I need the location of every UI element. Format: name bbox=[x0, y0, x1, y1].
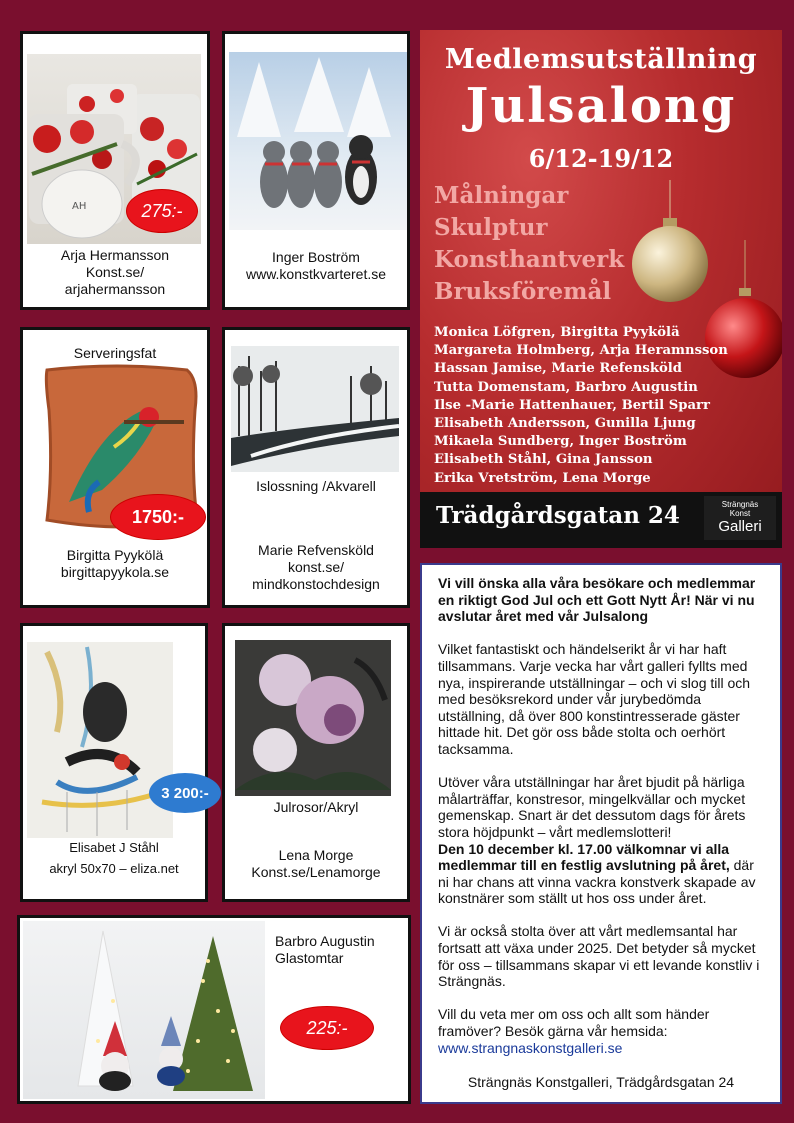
artist-name: Marie Refvensköld bbox=[258, 542, 374, 558]
glass-gnomes-image bbox=[23, 921, 265, 1099]
artist-list-row: Erika Vretström, Lena Morge bbox=[434, 470, 651, 486]
price-badge: 275:- bbox=[126, 189, 198, 233]
lottery-announcement: Den 10 december kl. 17.00 välkomnar vi alla medlemmar till en festlig avslutning på året, bbox=[438, 840, 730, 874]
artist-name: Elisabet J Ståhl bbox=[69, 840, 159, 855]
artist-list-row: Monica Löfgren, Birgitta Pyykölä bbox=[434, 325, 680, 340]
card-birgitta bbox=[20, 327, 210, 608]
artist-caption bbox=[23, 547, 207, 581]
artist-list-row: Margareta Holmberg, Arja Heramnsson bbox=[434, 343, 728, 359]
card-inger bbox=[222, 31, 410, 310]
artist-link: www.konstkvarteret.se bbox=[245, 266, 387, 282]
artist-link: birgittapyykola.se bbox=[60, 564, 170, 580]
gallery-address: Trädgårdsgatan 24 bbox=[436, 502, 680, 529]
category-item: Målningar bbox=[434, 182, 569, 209]
winter-river-painting bbox=[231, 346, 399, 472]
artist-name: Birgitta Pyykölä bbox=[66, 547, 164, 563]
artist-caption bbox=[225, 249, 407, 283]
category-item: Skulptur bbox=[434, 214, 548, 241]
logo-line-2: Konst bbox=[729, 509, 751, 518]
greeting-lead: Vi vill önska alla våra besökare och medlemmar en riktigt God Jul och ett Gott Nytt År! När vi nu avslutar året med vår Julsalong bbox=[438, 575, 756, 625]
price-badge: 3 200:- bbox=[149, 773, 221, 813]
abstract-painting bbox=[27, 642, 173, 838]
paragraph-events: Utöver våra utställningar har året bjudit på härliga målarträffar, konstresor, mingelkvällar och mycket gemenskap. Snart är det dessutom dags för årets stora höjdpunkt – vårt medlemslotteri! bbox=[438, 774, 746, 840]
artist-caption bbox=[225, 847, 407, 881]
card-marie bbox=[222, 327, 410, 608]
category-item: Konsthantverk bbox=[434, 246, 625, 273]
price-badge: 1750:- bbox=[110, 494, 206, 540]
website-prompt: Vill du veta mer om oss och allt som händer framöver? Besök gärna vår hemsida: bbox=[438, 1006, 710, 1040]
artist-link: Konst.se/Lenamorge bbox=[251, 864, 381, 880]
artwork-details: akryl 50x70 – eliza.net bbox=[49, 861, 179, 876]
artist-name: Arja Hermansson bbox=[60, 247, 170, 263]
card-arja bbox=[20, 31, 210, 310]
card-barbro bbox=[17, 915, 411, 1104]
website-link[interactable]: www.strangnaskonstgalleri.se bbox=[438, 1039, 623, 1056]
price-badge: 225:- bbox=[280, 1006, 374, 1050]
artist-link-2: arjahermansson bbox=[64, 281, 166, 297]
artist-caption bbox=[23, 247, 207, 298]
card-lena bbox=[222, 623, 410, 902]
artist-caption bbox=[23, 839, 205, 877]
poster-subtitle: Medlemsutställning bbox=[444, 44, 758, 75]
artist-list-row: Elisabeth Andersson, Gunilla Ljung bbox=[434, 416, 696, 432]
gallery-logo bbox=[704, 496, 776, 540]
lottery-details: där ni har chans att vinna vackra konstverk skapade av konstnärer som ställt ut hos oss under året. bbox=[438, 857, 756, 907]
item-type: Serveringsfat bbox=[73, 345, 157, 361]
artwork-title: Islossning /Akvarell bbox=[256, 478, 376, 494]
poster-title: Julsalong bbox=[465, 78, 737, 134]
artist-name: Barbro Augustin bbox=[275, 933, 375, 949]
artist-list bbox=[434, 324, 728, 488]
artwork-title: Glastomtar bbox=[275, 950, 344, 966]
card-elisabet bbox=[20, 623, 208, 902]
christmas-roses-painting bbox=[235, 640, 391, 796]
artist-name: Lena Morge bbox=[278, 847, 354, 863]
poster-dates: 6/12-19/12 bbox=[528, 144, 674, 173]
logo-line-3: Galleri bbox=[718, 518, 762, 535]
paragraph-year: Vilket fantastiskt och händelserikt år vi har haft tillsammans. Varje vecka har vårt galleri fyllts med nya, inspirerande utställningar – och vi slog till och med besöksrekord under vår jurybedömda utställning, då över 800 konstintresserade gäster hittade hit. Det gör oss både stolta och oerhört tacksamma. bbox=[438, 641, 751, 757]
artist-link-1: konst.se/ bbox=[287, 559, 345, 575]
artist-name: Inger Boström bbox=[272, 249, 360, 265]
artist-list-row: Elisabeth Ståhl, Gina Jansson bbox=[434, 452, 653, 468]
logo-line-1: Strängnäs bbox=[721, 500, 759, 509]
artist-caption bbox=[275, 933, 375, 967]
paragraph-website bbox=[438, 1006, 764, 1056]
footer-address: Strängnäs Konstgalleri, Trädgårdsgatan 24 bbox=[467, 1074, 735, 1091]
artist-link-1: Konst.se/ bbox=[85, 264, 145, 280]
artist-list-row: Ilse -Marie Hattenhauer, Bertil Sparr bbox=[434, 397, 710, 413]
dogs-painting bbox=[229, 52, 407, 230]
svg-text:AH: AH bbox=[72, 201, 87, 212]
newsletter-text bbox=[420, 563, 782, 1104]
artist-list-row: Hassan Jamise, Marie Refensköld bbox=[434, 361, 682, 377]
artist-list-row: Mikaela Sundberg, Inger Boström bbox=[434, 434, 687, 450]
artist-link-2: mindkonstochdesign bbox=[252, 576, 380, 592]
paragraph-members: Vi är också stolta över att vårt medlemsantal har fortsatt att växa under 2025. Det betyder så mycket för oss – tillsammans skapar vi ett levande konstliv i Strängnäs. bbox=[438, 923, 760, 990]
exhibition-poster bbox=[420, 30, 782, 548]
category-item: Bruksföremål bbox=[434, 278, 612, 305]
artwork-title: Julrosor/Akryl bbox=[273, 799, 359, 815]
paragraph-lottery bbox=[438, 841, 764, 907]
address-bar bbox=[420, 492, 782, 548]
artist-caption bbox=[225, 542, 407, 593]
artist-list-row: Tutta Domenstam, Barbro Augustin bbox=[434, 379, 698, 395]
